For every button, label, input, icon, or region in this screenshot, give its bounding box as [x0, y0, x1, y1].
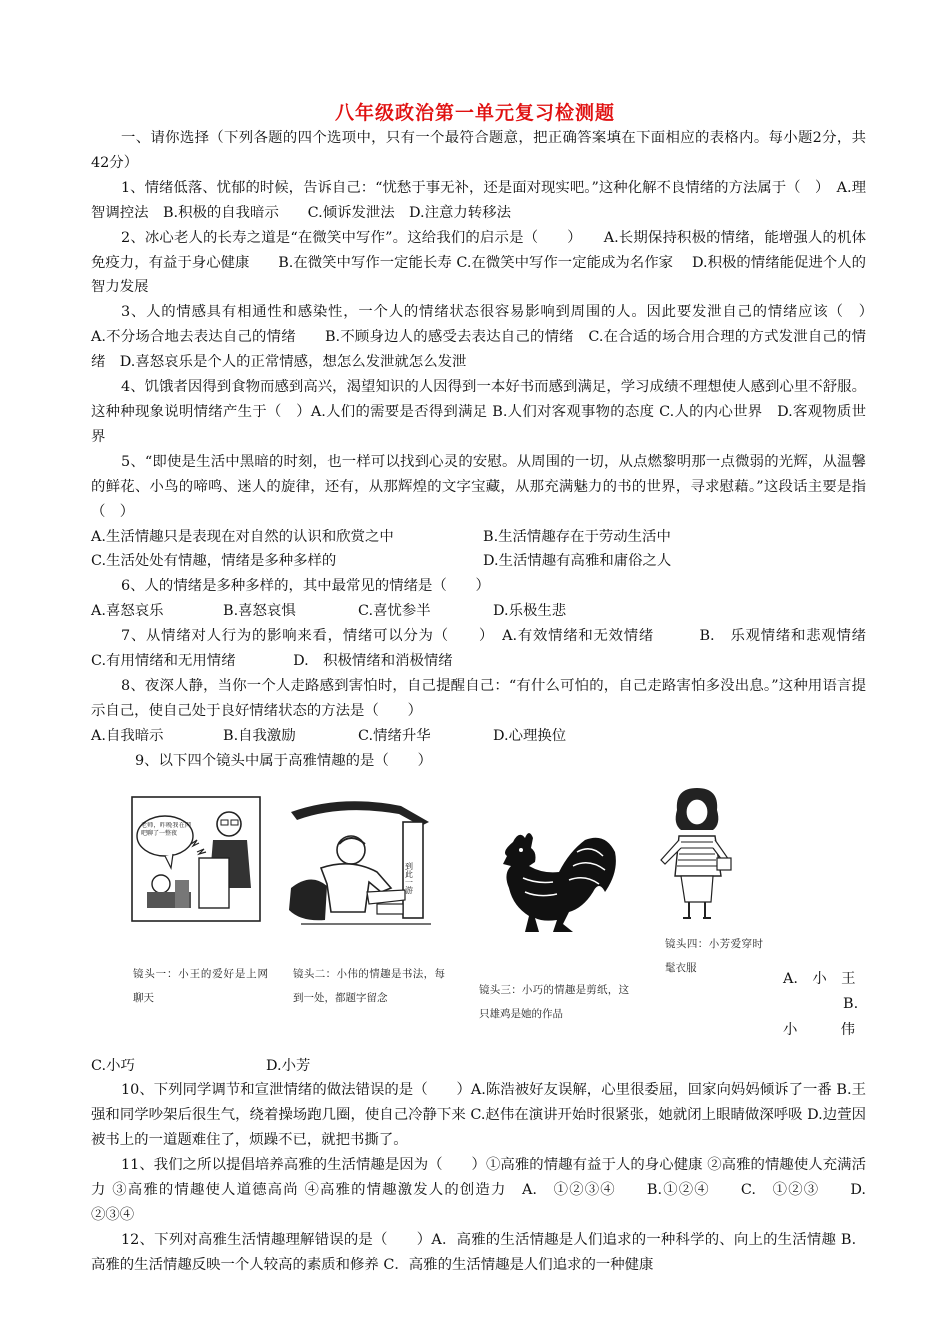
question-9: 9、以下四个镜头中属于高雅情趣的是（ ）: [135, 752, 432, 769]
picture-2-caption: 镜头二：小伟的情趣是书法，每到一处，都题字留念: [293, 967, 445, 1004]
question-4: 4、饥饿者因得到食物而感到高兴，渴望知识的人因得到一本好书而感到满足，学习成绩不理想使人感到心里不舒服。这种种现象说明情绪产生于（ ）A.人们的需要是否得到满足 B.人们对客观事物的态度 C.人的内心世界 D.客观物质世界: [91, 379, 866, 445]
speech-bubble-text: 老师，昨晚我在网吧聊了一整夜: [141, 821, 191, 837]
question-5-options-row2: [91, 549, 866, 574]
question-12: 12、下列对高雅生活情趣理解错误的是（ ）A．高雅的生活情趣是人们追求的一种科学的、向上的生活情趣 B．高雅的生活情趣反映一个人较高的素质和修养 C．高雅的生活情趣是人们追求的一种健康: [91, 1231, 866, 1273]
question-10: 10、下列同学调节和宣泄情绪的做法错误的是（ ）A.陈浩被好友误解，心里很委屈，回家向妈妈倾诉了一番 B.王强和同学吵架后很生气，绕着操场跑几圈，使自己冷静下来 C.赵伟在演讲开始时很紧张，她就闭上眼睛做深呼吸 D.边萱因被书上的一道题难住了，烦躁不已，就把书撕了。: [91, 1082, 866, 1149]
question-9-option-b-text: 小 伟: [783, 1021, 855, 1038]
question-2: 2、冰心老人的长寿之道是“在微笑中写作”。这给我们的启示是（ ） A.长期保持积极的情绪，能增强人的机体免疫力，有益于身心健康 B.在微笑中写作一定能长寿 C.在微笑中写作一定能成为名作家 D.积极的情绪能促进个人的智力发展: [91, 229, 866, 296]
option-b: B.自我激励: [223, 727, 296, 744]
question-9-pictures: [91, 782, 866, 1054]
option-c: C.喜忧参半: [358, 603, 431, 620]
question-9-option-b: B.: [843, 995, 859, 1012]
picture-3-caption: 镜头三：小巧的情趣是剪纸，这只雄鸡是她的作品: [479, 983, 629, 1020]
question-9-options-row: [91, 1054, 866, 1079]
option-d: D.心理换位: [493, 727, 567, 744]
option-a: A.自我暗示: [91, 727, 164, 744]
question-3: 3、人的情感具有相通性和感染性，一个人的情绪状态很容易影响到周围的人。因此要发泄自己的情绪应该（ ） A.不分场合地去表达自己的情绪 B.不顾身边人的感受去表达自己的情绪 C.在合适的场合用合理的方式发泄自己的情绪 D.喜怒哀乐是个人的正常情感，想怎么发泄就怎么发泄: [91, 304, 895, 371]
option-c: C.情绪升华: [358, 727, 431, 744]
option-a: A.生活情趣只是表现在对自然的认识和欣赏之中: [91, 528, 394, 545]
question-11: 11、我们之所以提倡培养高雅的生活情趣是因为（ ）①高雅的情趣有益于人的身心健康 ②高雅的情趣使人充满活力 ③高雅的情趣使人道德高尚 ④高雅的情趣激发人的创造力 A. ①②③④ B.①②④ C. ①②③ D. ②③④: [91, 1157, 881, 1223]
picture-4-caption: 镜头四：小芳爱穿时髦衣服: [665, 937, 763, 974]
option-d: D.小芳: [266, 1057, 311, 1074]
question-1: 1、情绪低落、忧郁的时候，告诉自己：“忧愁于事无补，还是面对现实吧。”这种化解不良情绪的方法属于（ ） A.理智调控法 B.积极的自我暗示 C.倾诉发泄法 D.注意力转移法: [91, 179, 866, 221]
option-d: D.生活情趣有高雅和庸俗之人: [483, 553, 672, 570]
wall-writing-text: 到此一游: [404, 861, 414, 894]
question-8: 8、夜深人静，当你一个人走路感到害怕时，自己提醒自己：“有什么可怕的，自己走路害怕多没出息。”这种用语言提示自己，使自己处于良好情绪状态的方法是（ ）: [91, 677, 866, 719]
page-title: 八年级政治第一单元复习检测题: [334, 102, 615, 124]
cartoon-picture-2: [281, 792, 441, 932]
question-5-options-row1: [91, 525, 866, 550]
question-6: 6、人的情绪是多种多样的，其中最常见的情绪是（ ）: [121, 578, 490, 595]
fashion-girl-picture: [651, 784, 741, 924]
option-b: B.喜怒哀惧: [223, 603, 296, 620]
option-c: C.生活处处有情趣，情绪是多种多样的: [91, 553, 337, 570]
rooster-papercut-picture: [473, 822, 623, 942]
cartoon-picture-1: [131, 796, 261, 922]
question-6-options: [91, 599, 866, 624]
picture-1-caption: 镜头一：小王的爱好是上网聊天: [133, 967, 268, 1004]
option-b: B.生活情趣存在于劳动生活中: [483, 528, 671, 545]
question-7: 7、从情绪对人行为的影响来看，情绪可以分为（ ） A.有效情绪和无效情绪 B. 乐观情绪和悲观情绪 C.有用情绪和无用情绪 D. 积极情绪和消极情绪: [91, 628, 895, 670]
exam-content: [91, 126, 895, 1278]
question-9-option-a: A. 小 王: [783, 970, 856, 987]
option-a: A.喜怒哀乐: [91, 603, 164, 620]
question-8-options: [91, 724, 866, 749]
section-heading: 一、请你选择（下列各题的四个选项中，只有一个最符合题意，把正确答案填在下面相应的表格内。每小题2分，共42分）: [91, 130, 866, 171]
option-d: D.乐极生悲: [493, 603, 567, 620]
question-5: 5、“即使是生活中黑暗的时刻，也一样可以找到心灵的安慰。从周围的一切，从点燃黎明那一点微弱的光辉，从温馨的鲜花、小鸟的啼鸣、迷人的旋律，还有，从那辉煌的文字宝藏，从那充满魅力的书的世界，寻求慰藉。”这段话主要是指（ ）: [91, 453, 866, 520]
option-c: C.小巧: [91, 1057, 135, 1074]
